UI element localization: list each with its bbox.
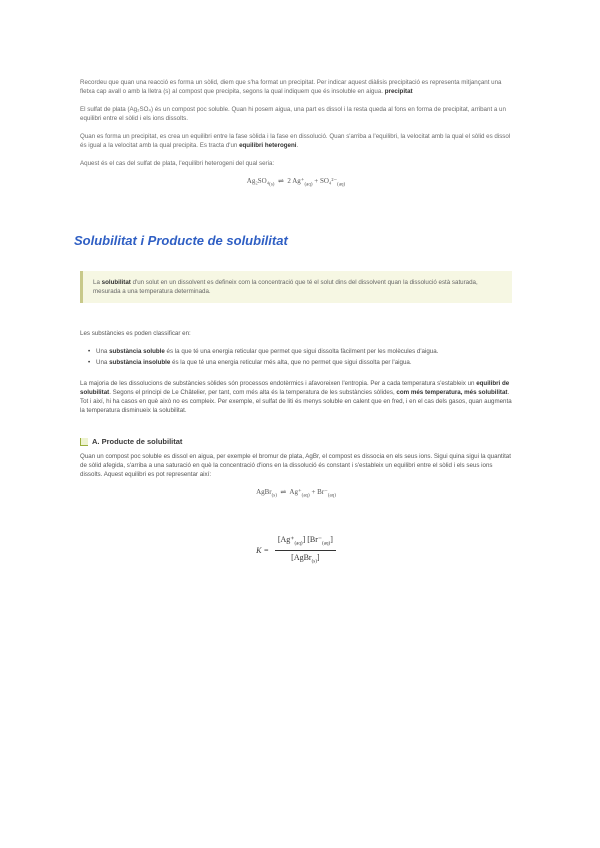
equation-silver-bromide: AgBr$_{(s)}$ ⇌ $Ag^+_{(aq)} + Br^-_{(aq)}$ [256,488,336,499]
bold-term: equilibri heterogeni [239,142,297,149]
equation-silver-sulfate: $Ag_2SO_4_{(s)}$ ⇌ 2 $Ag^+_{(aq)} + SO_4^{2-}_{(aq)}$ [246,177,346,188]
fraction-denominator: [AgBr$_{(s)}$] [291,553,320,565]
fraction-numerator: $[Ag^+_{(aq)}]$ $[Br^-_{(aq)}]$ [275,535,336,552]
bold-term: precipitat [384,88,413,95]
solubility-temperature-paragraph: La majoria de les dissolucions de substàncies sòlides són processos endotèrmics i afavoreixen l'entropia. Per a cada temperatura s'estableix un equilibri de solubilitat. Segons el principi de Le Châtelier, per tant, com més alta és la temperatura de les substàncies sòlides, com més temperatura, més solubilitat. Tot i així, hi ha casos en què això no es compleix. Per exemple, el sulfat de liti és menys soluble en calent que en fred, i en el cas dels gasos, quan augmenta la temperatura disminueix la solubilitat. [80,380,512,415]
subsection-paragraph: Quan un compost poc soluble es dissol en aigua, per exemple el bromur de plata, AgBr, el compost es dissocia en els seus ions. Sigui quina sigui la quantitat de sòlid afegida, s'arriba a una saturació en què la concentració d'ions en la dissolució és constant i s'estableix un equilibri entre el sòlid i els seus ions dissolts. Aquest equilibri es pot representar així: [80,453,511,479]
intro-paragraph-4: Aquest és el cas del sulfat de plata, l'equilibri heterogeni del qual seria: [80,160,275,167]
intro-section [80,78,512,168]
definition-text: La solubilitat d'un solut en un dissolvent es defineix com la concentració que té el solut dins del dissolvent quan la dissolució està saturada, mesurada a una temperatura determinada. [93,279,478,296]
list-intro: Les substàncies es poden classificar en: [80,330,191,338]
intro-paragraph-3: Quan es forma un precipitat, es crea un equilibri entre la fase sòlida i la fase en dissolució. Quan s'arriba a l'equilibri, la velocitat amb la qual el sòlid es dissol és igual a la velocitat amb la qual precipita. Es tracta d'un equilibri heterogeni. [80,133,511,149]
list-item: • Una substància soluble és la que té una energia reticular que permet que sigui dissolta fàcilment per les molècules d'aigua. [90,347,512,356]
classification-list [80,347,512,367]
section-title: Solubilitat i Producte de solubilitat [74,233,288,249]
list-item: • Una substància insoluble és la que té una energia reticular més alta, que no permet que sigui dissolta per l'aigua. [90,358,512,367]
document-page [74,78,512,567]
intro-paragraph-1: Recordeu que quan una reacció es forma un sòlid, diem que s'ha format un precipitat. Per indicar aquest diàlisis precipitació es representa mitjançant una fletxa cap avall o amb la lletra (s) al compost que precipita, segons la qual indiquem que és insoluble en aigua. precipitat [80,79,502,95]
equilibrium-constant-expression: K = $\frac{[Ag^+_{(aq)}] [Br^-_{(aq)}]}{[AgBr_{(s)}]}$ [80,535,512,567]
intro-paragraph-2: El sulfat de plata (Ag₂SO₄) és un compost poc soluble. Quan hi posem aigua, una part es dissol i la resta queda al fons en forma de precipitat, arribant a un equilibri entre el sòlid i els ions dissolts. [80,106,506,122]
fraction [275,535,336,567]
subsection-icon [80,438,88,446]
definition-callout [80,271,512,303]
subsection-heading: A. Producte de solubilitat [80,437,512,446]
